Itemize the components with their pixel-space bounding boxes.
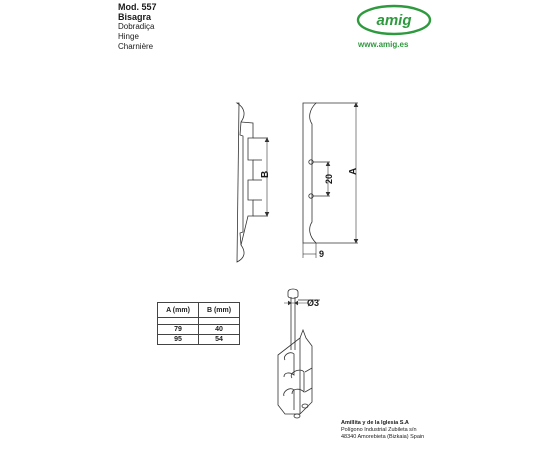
dimension-9-label: 9 [319, 249, 325, 259]
dimension-a-label: A [348, 167, 359, 175]
hinge-edge-view [237, 103, 268, 262]
dimension-9 [303, 243, 316, 258]
table-cell-b: 40 [199, 325, 240, 335]
column-header-b: B (mm) [199, 303, 240, 318]
dimension-b-label: B [260, 170, 271, 178]
product-name-fr: Charnière [118, 42, 154, 51]
table-cell-b: 54 [199, 335, 240, 345]
column-header-a: A (mm) [158, 303, 199, 318]
company-address-line-1: Polígono Industrial Zubileta s/n [341, 427, 417, 433]
model-number: Mod. 557 [118, 2, 157, 12]
table-row [158, 335, 240, 345]
dimensions-table [157, 302, 240, 345]
logo-text: amig [376, 12, 412, 29]
company-name: Amillita y de la Iglesia S.A [341, 420, 409, 426]
product-name-en: Hinge [118, 32, 139, 41]
company-info [341, 420, 424, 441]
table-cell-a: 79 [158, 325, 199, 335]
dimension-diameter [284, 301, 308, 305]
hinge-isometric-view [278, 289, 320, 418]
company-address-line-2: 48340 Amorebieta (Bizkaia) Spain [341, 434, 425, 440]
dimension-20-label: 20 [324, 173, 334, 184]
dimension-diameter-label: Ø3 [307, 298, 320, 308]
table-cell-a: 95 [158, 335, 199, 345]
website-link[interactable]: www.amig.es [358, 40, 409, 49]
table-row [158, 325, 240, 335]
product-name-es: Bisagra [118, 12, 152, 22]
product-name-eu: Dobradiça [118, 22, 155, 31]
